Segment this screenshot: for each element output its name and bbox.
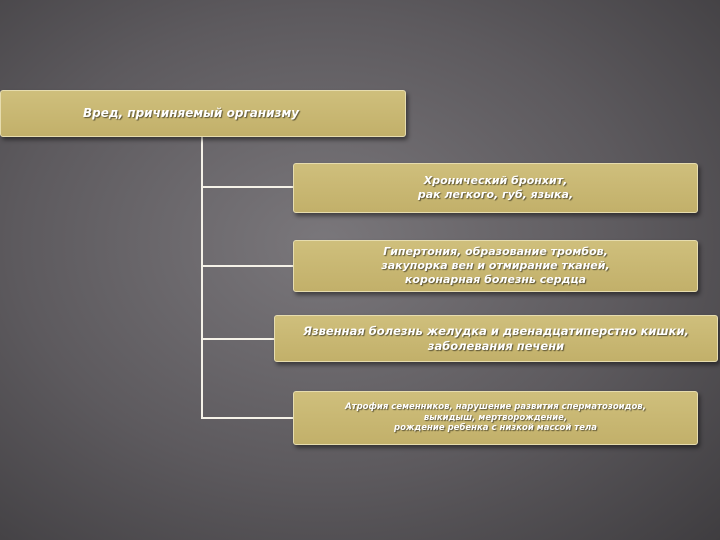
branch-line-4 [201, 417, 293, 419]
branch-line-1 [201, 186, 293, 188]
tree-trunk-line [201, 137, 203, 419]
branch-line-3 [201, 338, 274, 340]
child-box-bronchitis: Хронический бронхит, рак легкого, губ, языка, [293, 163, 698, 213]
root-box: Вред, причиняемый организму [0, 90, 406, 137]
branch-line-2 [201, 265, 293, 267]
child-box-ulcer: Язвенная болезнь желудка и двенадцатиперстно кишки, заболевания печени [274, 315, 718, 362]
child-box-atrophy: Атрофия семенников, нарушение развития сперматозоидов, выкидыш, мертворождение, рождение ребенка с низкой массой тела [293, 391, 698, 445]
child-box-hypertension: Гипертония, образование тромбов, закупорка вен и отмирание тканей, коронарная болезнь сердца [293, 240, 698, 292]
